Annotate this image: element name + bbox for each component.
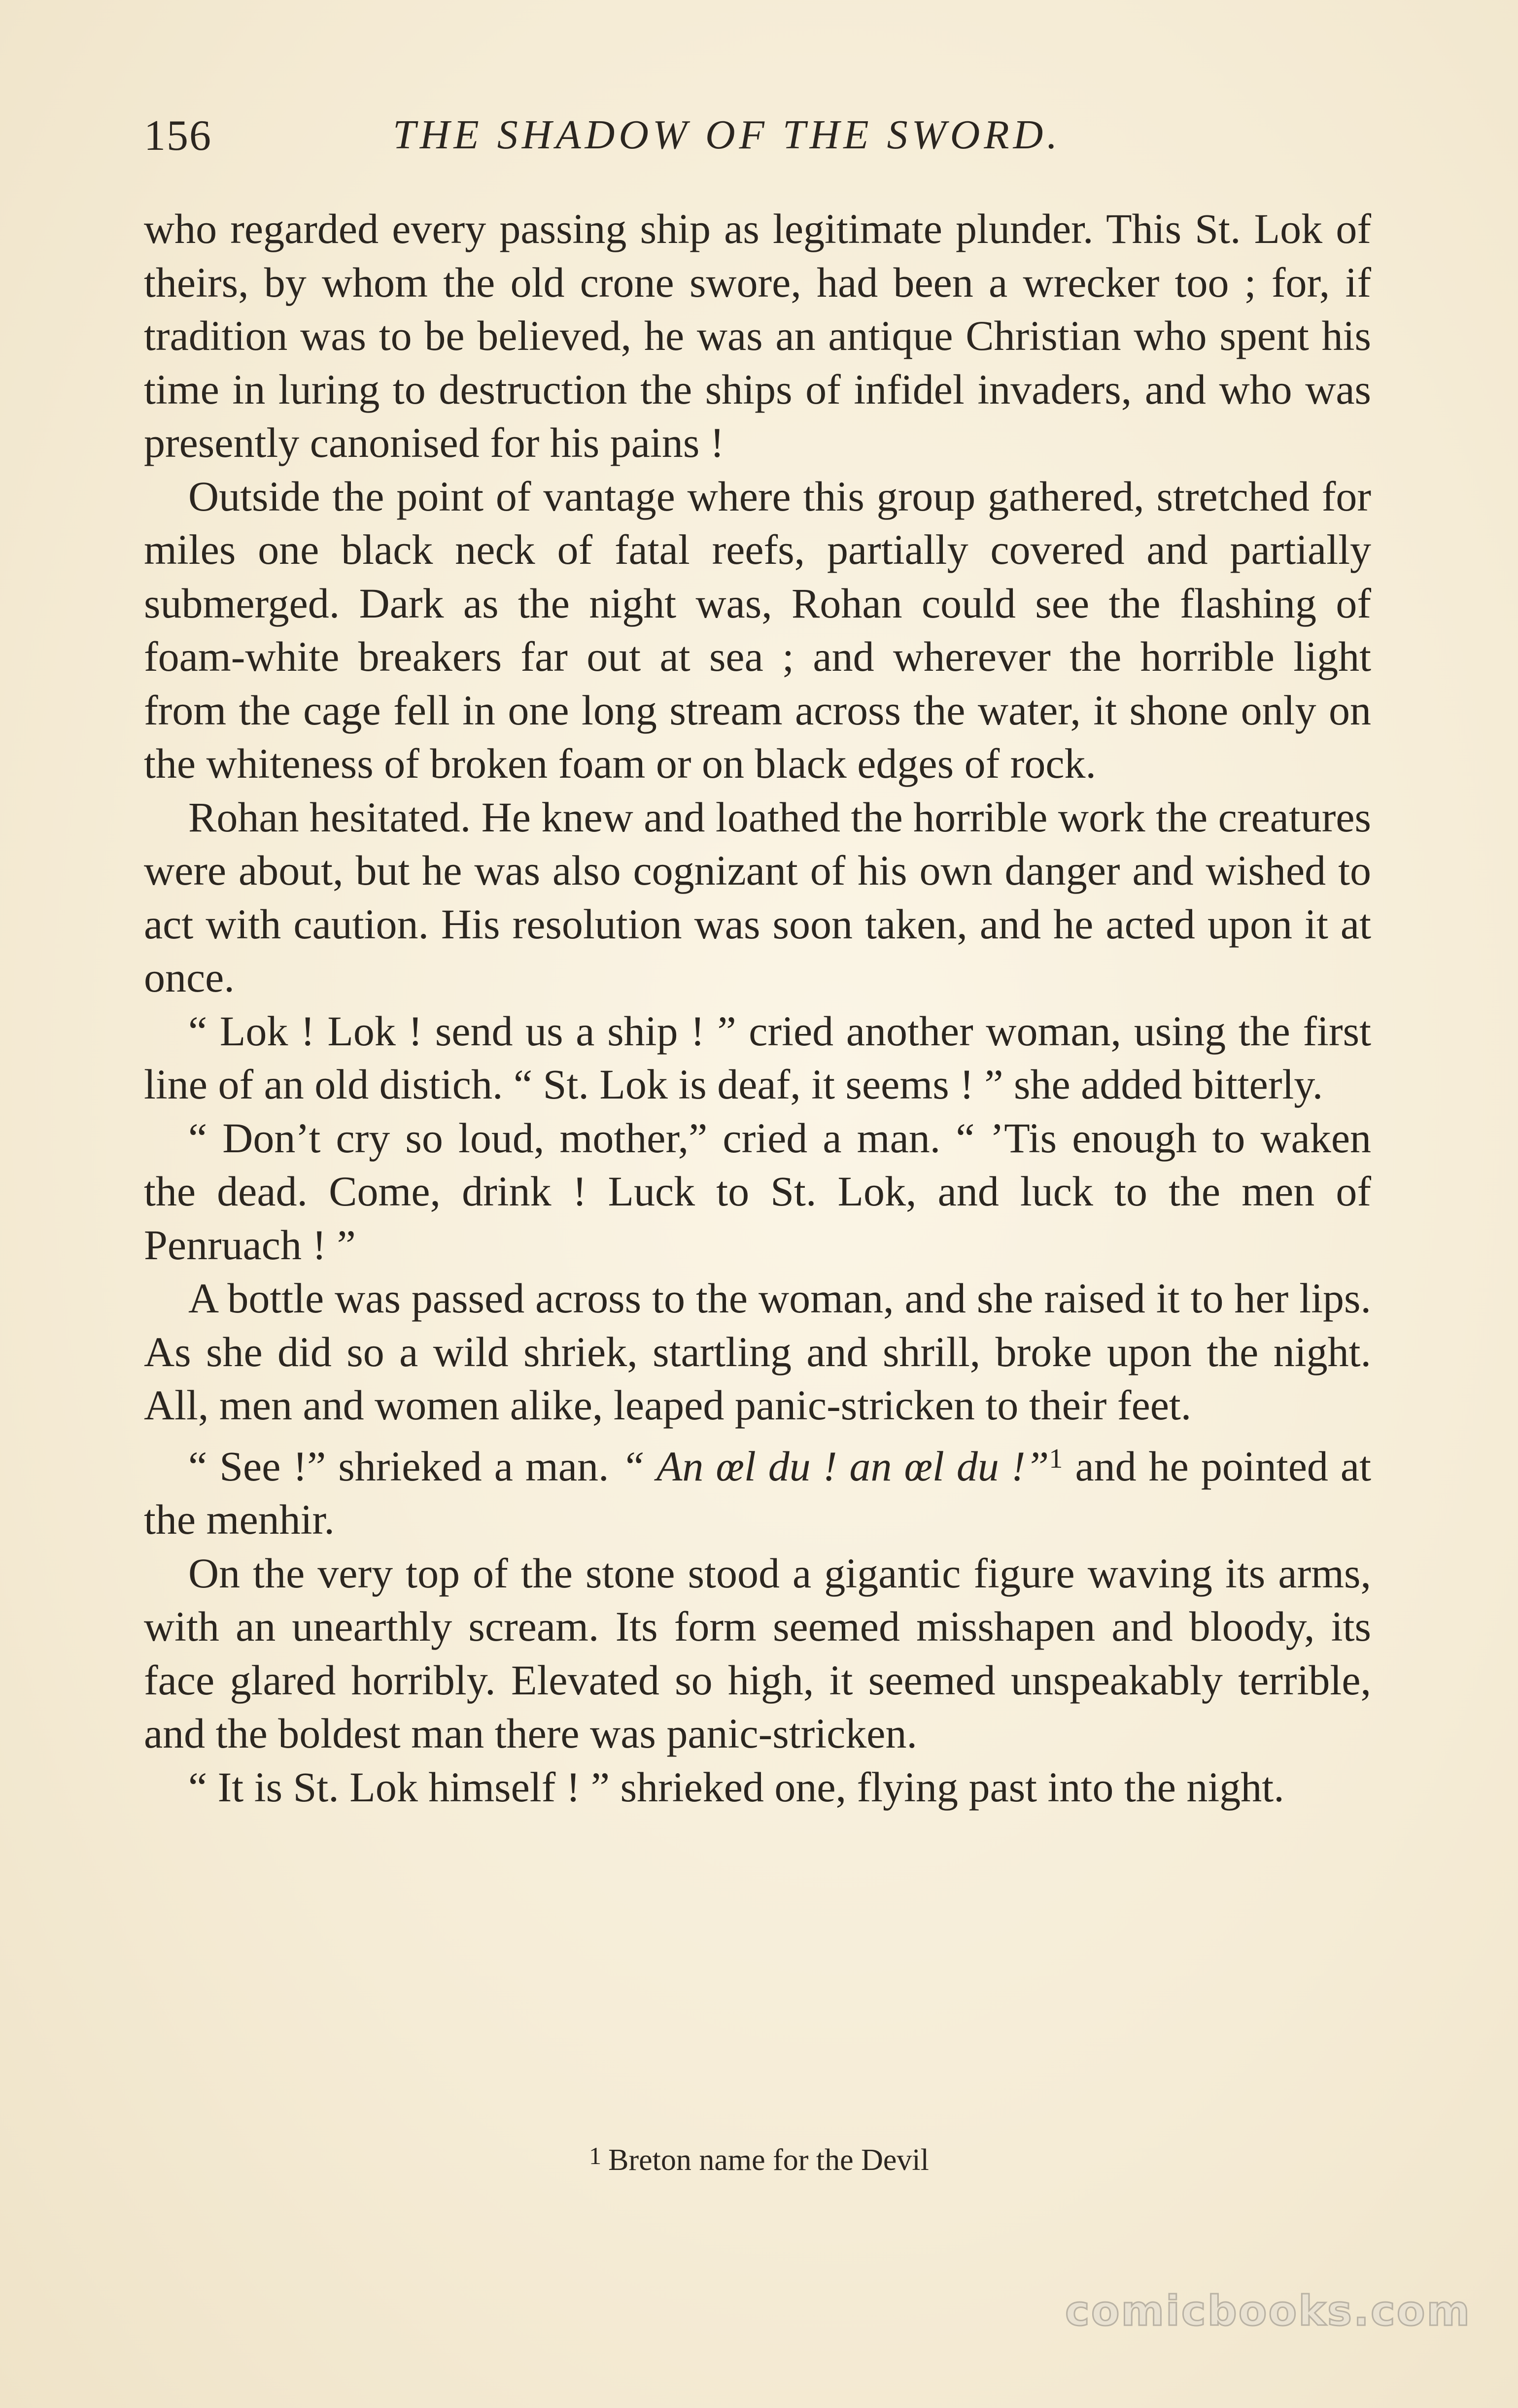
- paragraph: On the very top of the stone stood a gigantic figure waving its arms, with an unearthly scream. Its form seemed misshapen and bloody, its face glared horribly. Elevated so high, it seemed unspeakably terrible, and the boldest man there was panic-stricken.: [144, 1549, 1371, 1757]
- footnote-text: Breton name for the Devil: [608, 2143, 929, 2177]
- running-title: THE SHADOW OF THE SWORD.: [393, 112, 1062, 158]
- paragraph-lead: “ See !” shrieked a man.: [188, 1442, 621, 1490]
- page-header: [144, 111, 1376, 165]
- paragraph: Rohan hesitated. He knew and loathed the horrible work the creatures were about, but he was also cognizant of his own danger and wished to act with caution. His resolution was soon taken, and he acted upon it at once.: [144, 793, 1371, 1001]
- paragraph: “ Don’t cry so loud, mother,” cried a man. “ ’Tis enough to waken the dead. Come, drink ! Luck to St. Lok, and luck to the men of Penruach ! ”: [144, 1114, 1371, 1269]
- paragraph: A bottle was passed across to the woman, and she raised it to her lips. As she did so a wild shriek, startling and shrill, broke upon the night. All, men and women alike, leaped panic-stricken to their feet.: [144, 1274, 1371, 1429]
- footnote-reference: 1: [1049, 1443, 1063, 1474]
- body-text: [144, 202, 1371, 1814]
- paragraph-tail: and he pointed at the menhir.: [144, 1442, 1371, 1543]
- page-number: 156: [144, 112, 212, 160]
- breton-phrase: “ An œl du ! an œl du !”: [621, 1442, 1049, 1490]
- paragraph: who regarded every passing ship as legitimate plunder. This St. Lok of theirs, by whom the old crone swore, had been a wrecker too ; for, if tradition was to be believed, he was an antique Christian who spent his time in luring to destruction the ships of infidel invaders, and who was presently canonised for his pains !: [144, 205, 1371, 466]
- footnote: [0, 2141, 1518, 2178]
- footnote-mark: 1: [589, 2142, 602, 2169]
- watermark: comicbooks.com: [1065, 2287, 1471, 2335]
- paragraph: Outside the point of vantage where this group gathered, stretched for miles one black neck of fatal reefs, partially covered and partially submerged. Dark as the night was, Rohan could see the flashing of foam-white breakers far out at sea ; and wherever the horrible light from the cage fell in one long stream across the water, it shone only on the whiteness of broken foam or on black edges of rock.: [144, 472, 1371, 787]
- paragraph: “ It is St. Lok himself ! ” shrieked one, flying past into the night.: [188, 1763, 1284, 1811]
- paragraph: “ Lok ! Lok ! send us a ship ! ” cried another woman, using the first line of an old distich. “ St. Lok is deaf, it seems ! ” she added bitterly.: [144, 1007, 1371, 1108]
- paragraph: [144, 1432, 1371, 1547]
